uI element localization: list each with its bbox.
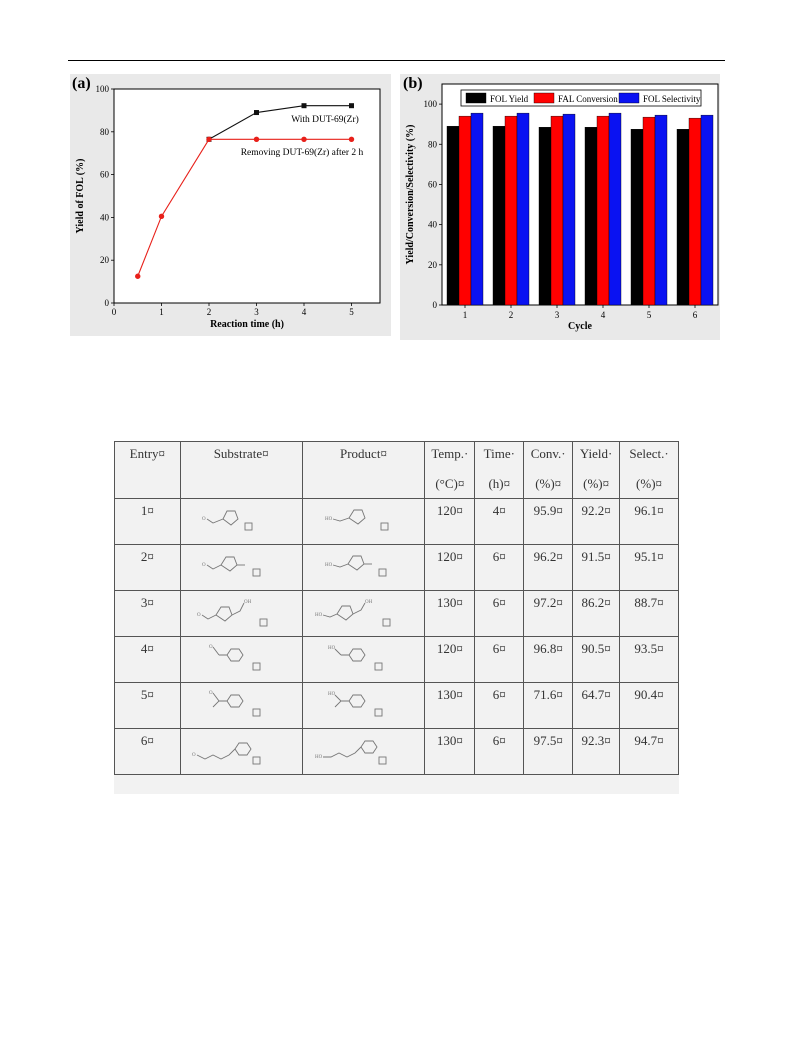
svg-text:O: O bbox=[209, 645, 213, 650]
product-structure-3 bbox=[313, 597, 413, 631]
bar bbox=[459, 116, 471, 305]
substrate-cell bbox=[180, 683, 302, 729]
x-tick-label: 4 bbox=[301, 307, 307, 317]
header-select: Select.· (%)¤ bbox=[620, 442, 679, 499]
y-tick-label: 40 bbox=[428, 219, 437, 230]
y-tick-label: 100 bbox=[423, 99, 437, 110]
y-axis-label: Yield of FOL (%) bbox=[75, 158, 86, 234]
entry-cell: 1¤ bbox=[115, 499, 181, 545]
table-row bbox=[115, 683, 679, 729]
y-axis-label: Yield/Conversion/Selectivity (%) bbox=[405, 124, 416, 265]
panel-b-letter: (b) bbox=[403, 75, 423, 92]
y-tick-label: 20 bbox=[428, 259, 437, 270]
product-cell bbox=[302, 637, 425, 683]
x-tick-label: 5 bbox=[646, 310, 652, 320]
header-entry: Entry¤ bbox=[115, 442, 181, 499]
reaction-table bbox=[114, 441, 679, 775]
yield-cell: 91.5¤ bbox=[573, 545, 620, 591]
product-structure-6 bbox=[313, 735, 413, 767]
series-label-2: Removing DUT-69(Zr) after 2 h bbox=[240, 148, 364, 158]
legend-label: FOL Selectivity bbox=[643, 94, 701, 104]
x-tick-label: 6 bbox=[692, 310, 698, 320]
substrate-structure-2 bbox=[201, 551, 281, 581]
x-tick-label: 1 bbox=[462, 310, 468, 320]
select-cell: 90.4¤ bbox=[620, 683, 679, 729]
y-tick-label: 80 bbox=[428, 139, 437, 150]
data-point bbox=[254, 110, 259, 115]
temp-cell: 120¤ bbox=[425, 499, 475, 545]
table-row bbox=[115, 729, 679, 775]
temp-cell: 120¤ bbox=[425, 545, 475, 591]
table-row bbox=[115, 545, 679, 591]
temp-cell: 130¤ bbox=[425, 683, 475, 729]
substrate-cell bbox=[180, 545, 302, 591]
product-structure-2 bbox=[323, 551, 403, 581]
substrate-structure-1 bbox=[201, 505, 281, 535]
x-tick-label: 0 bbox=[111, 307, 117, 317]
bar bbox=[655, 115, 667, 305]
y-tick-label: 60 bbox=[100, 169, 109, 180]
conv-cell: 96.2¤ bbox=[524, 545, 573, 591]
panel-a-letter: (a) bbox=[72, 75, 91, 92]
bar bbox=[493, 126, 505, 305]
bar bbox=[517, 113, 529, 305]
svg-text:O: O bbox=[202, 517, 206, 522]
data-point bbox=[206, 137, 211, 142]
x-tick-label: 2 bbox=[508, 310, 514, 320]
header-conv: Conv.· (%)¤ bbox=[524, 442, 573, 499]
time-cell: 6¤ bbox=[475, 683, 524, 729]
product-cell bbox=[302, 729, 425, 775]
bar bbox=[505, 116, 517, 305]
substrate-cell bbox=[180, 499, 302, 545]
y-tick-label: 60 bbox=[428, 179, 437, 190]
bar bbox=[539, 127, 551, 305]
header-rule bbox=[68, 60, 725, 61]
data-point bbox=[302, 103, 307, 108]
x-tick-label: 4 bbox=[600, 310, 606, 320]
plot-area bbox=[442, 84, 718, 305]
time-cell: 6¤ bbox=[475, 729, 524, 775]
product-structure-4 bbox=[323, 643, 403, 673]
product-cell bbox=[302, 591, 425, 637]
svg-text:O: O bbox=[202, 563, 206, 568]
substrate-cell bbox=[180, 637, 302, 683]
bar bbox=[551, 116, 563, 305]
select-cell: 94.7¤ bbox=[620, 729, 679, 775]
select-cell: 88.7¤ bbox=[620, 591, 679, 637]
yield-cell: 90.5¤ bbox=[573, 637, 620, 683]
bar bbox=[585, 127, 597, 305]
data-point bbox=[301, 137, 306, 142]
header-temp: Temp.· (°C)¤ bbox=[425, 442, 475, 499]
legend-label: FOL Yield bbox=[490, 94, 529, 104]
time-cell: 4¤ bbox=[475, 499, 524, 545]
chart-b bbox=[400, 74, 720, 340]
y-tick-label: 0 bbox=[104, 298, 109, 308]
svg-text:HO: HO bbox=[325, 517, 333, 522]
x-tick-label: 3 bbox=[554, 310, 560, 320]
svg-text:OH: OH bbox=[365, 600, 373, 605]
time-cell: 6¤ bbox=[475, 545, 524, 591]
svg-text:HO: HO bbox=[328, 692, 336, 697]
conv-cell: 97.2¤ bbox=[524, 591, 573, 637]
conv-cell: 71.6¤ bbox=[524, 683, 573, 729]
y-tick-label: 20 bbox=[100, 255, 109, 266]
entry-cell: 6¤ bbox=[115, 729, 181, 775]
select-cell: 96.1¤ bbox=[620, 499, 679, 545]
svg-text:O: O bbox=[197, 613, 201, 618]
table-row bbox=[115, 591, 679, 637]
temp-cell: 130¤ bbox=[425, 591, 475, 637]
time-cell: 6¤ bbox=[475, 591, 524, 637]
y-tick-label: 40 bbox=[100, 212, 109, 223]
product-cell bbox=[302, 683, 425, 729]
substrate-cell bbox=[180, 729, 302, 775]
x-tick-label: 5 bbox=[349, 307, 354, 317]
bar bbox=[471, 113, 483, 305]
substrate-structure-6 bbox=[191, 735, 291, 767]
entry-cell: 4¤ bbox=[115, 637, 181, 683]
bar bbox=[701, 115, 713, 305]
data-point bbox=[349, 137, 354, 142]
svg-text:OH: OH bbox=[244, 600, 252, 605]
y-tick-label: 100 bbox=[95, 84, 109, 94]
temp-cell: 120¤ bbox=[425, 637, 475, 683]
bar bbox=[631, 129, 643, 305]
x-tick-label: 1 bbox=[159, 307, 164, 317]
bar bbox=[563, 114, 575, 305]
select-cell: 95.1¤ bbox=[620, 545, 679, 591]
svg-text:HO: HO bbox=[328, 646, 336, 651]
legend-label: FAL Conversion bbox=[558, 94, 618, 104]
table-row bbox=[115, 637, 679, 683]
substrate-structure-3 bbox=[196, 597, 286, 631]
legend-swatch bbox=[619, 93, 639, 103]
data-point bbox=[135, 274, 140, 279]
select-cell: 93.5¤ bbox=[620, 637, 679, 683]
entry-cell: 5¤ bbox=[115, 683, 181, 729]
substrate-structure-5 bbox=[201, 689, 281, 719]
series-label-1: With DUT-69(Zr) bbox=[291, 115, 359, 125]
svg-text:HO: HO bbox=[315, 613, 323, 618]
yield-cell: 92.2¤ bbox=[573, 499, 620, 545]
x-tick-label: 2 bbox=[206, 307, 212, 317]
header-substrate: Substrate¤ bbox=[180, 442, 302, 499]
time-cell: 6¤ bbox=[475, 637, 524, 683]
bar bbox=[643, 117, 655, 305]
yield-cell: 92.3¤ bbox=[573, 729, 620, 775]
entry-cell: 2¤ bbox=[115, 545, 181, 591]
x-axis-label: Cycle bbox=[568, 321, 592, 332]
product-cell bbox=[302, 499, 425, 545]
header-product: Product¤ bbox=[302, 442, 425, 499]
bar bbox=[597, 116, 609, 305]
svg-text:O: O bbox=[192, 753, 196, 758]
entry-cell: 3¤ bbox=[115, 591, 181, 637]
svg-text:HO: HO bbox=[315, 755, 323, 760]
header-yield: Yield· (%)¤ bbox=[573, 442, 620, 499]
y-tick-label: 0 bbox=[432, 300, 437, 310]
bar bbox=[689, 118, 701, 305]
chart-a bbox=[70, 74, 391, 336]
conv-cell: 97.5¤ bbox=[524, 729, 573, 775]
data-point bbox=[349, 103, 354, 108]
product-cell bbox=[302, 545, 425, 591]
y-tick-label: 80 bbox=[100, 126, 109, 137]
x-axis-label: Reaction time (h) bbox=[210, 319, 284, 330]
bar bbox=[677, 129, 689, 305]
product-structure-1 bbox=[323, 505, 403, 535]
substrate-structure-4 bbox=[201, 643, 281, 673]
substrate-cell bbox=[180, 591, 302, 637]
header-time: Time· (h)¤ bbox=[475, 442, 524, 499]
legend-swatch bbox=[534, 93, 554, 103]
table-header-row bbox=[115, 442, 679, 499]
data-point bbox=[159, 214, 164, 219]
conv-cell: 96.8¤ bbox=[524, 637, 573, 683]
table-row bbox=[115, 499, 679, 545]
bar bbox=[609, 113, 621, 305]
legend-swatch bbox=[466, 93, 486, 103]
conv-cell: 95.9¤ bbox=[524, 499, 573, 545]
bar bbox=[447, 126, 459, 305]
temp-cell: 130¤ bbox=[425, 729, 475, 775]
product-structure-5 bbox=[323, 689, 403, 719]
data-point bbox=[254, 137, 259, 142]
yield-cell: 64.7¤ bbox=[573, 683, 620, 729]
svg-text:HO: HO bbox=[325, 563, 333, 568]
legend bbox=[461, 90, 701, 106]
yield-cell: 86.2¤ bbox=[573, 591, 620, 637]
x-tick-label: 3 bbox=[254, 307, 259, 317]
svg-text:O: O bbox=[209, 691, 213, 696]
